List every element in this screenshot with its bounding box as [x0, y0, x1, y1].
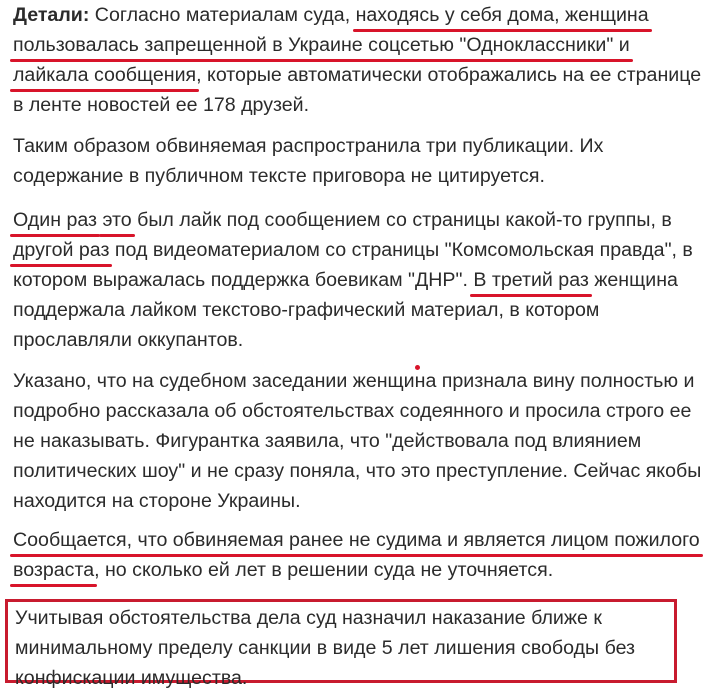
text-line: Таким образом обвиняемая распространила три публикации. Их: [13, 135, 604, 157]
paragraph-court-hearing: [13, 366, 703, 516]
text-fragment: Согласно материалам суда,: [89, 4, 356, 26]
underlined-phrase: это: [102, 205, 131, 235]
text-line: [13, 555, 703, 585]
text-fragment: под видеоматериалом со страницы "Комсомольская правда", в: [109, 239, 693, 261]
text-line: не наказывать. Фигурантка заявила, что "действовала под влиянием: [13, 430, 642, 452]
underlined-phrase: находясь у себя дома, женщина: [356, 0, 649, 30]
text-line: Указано, что на судебном заседании женщина признала вину полностью и: [13, 370, 695, 392]
text-fragment: котором выражалась поддержка боевикам "ДНР".: [13, 269, 474, 291]
text-line: поддержала лайком текстово-графический материал, в котором: [13, 299, 600, 321]
text-line: находится на стороне Украины.: [13, 490, 301, 512]
text-line: [13, 30, 703, 60]
text-fragment: женщина: [588, 269, 678, 291]
text-fragment: , но сколько ей лет в решении суда не уточняется.: [94, 559, 554, 581]
text-fragment: был лайк под сообщением со страницы какой-то группы, в: [131, 209, 672, 231]
text-line: [13, 525, 703, 555]
underlined-phrase: пользовалась запрещенной в Украине соцсетью "Одноклассники" и: [13, 30, 630, 60]
text-line: [13, 265, 703, 295]
text-line: минимальному пределу санкции в виде 5 лет лишения свободы без: [15, 637, 636, 659]
text-line: политических шоу" и не сразу поняла, что это преступление. Сейчас якобы: [13, 460, 702, 482]
text-line: содержание в публичном тексте приговора не цитируется.: [13, 165, 545, 187]
details-label: Детали:: [13, 4, 90, 26]
underlined-phrase: возраста: [13, 555, 94, 585]
underlined-phrase: другой раз: [13, 235, 109, 265]
underlined-phrase: Сообщается, что обвиняемая ранее не судима и является лицом пожилого: [13, 525, 700, 555]
text-line: подробно рассказала об обстоятельствах содеянного и просила строго ее: [13, 400, 692, 422]
paragraph-details: [13, 0, 703, 120]
text-line: конфискации имущества.: [15, 667, 248, 689]
paragraph-age: [13, 525, 703, 585]
text-line: прославляли оккупантов.: [13, 329, 244, 351]
text-line: [13, 0, 703, 30]
highlighted-sentence-box: [5, 599, 677, 689]
text-line: [13, 60, 703, 90]
text-fragment: , которые автоматически отображались на ее странице: [196, 64, 702, 86]
text-line: [13, 205, 703, 235]
text-line: в ленте новостей ее 178 друзей.: [13, 94, 310, 116]
text-line: Учитывая обстоятельства дела суд назначил наказание ближе к: [15, 607, 602, 629]
paragraph-publications: [13, 131, 703, 191]
underlined-phrase: лайкала сообщения: [13, 60, 196, 90]
paragraph-sentence: [15, 603, 705, 693]
text-line: [13, 235, 703, 265]
underlined-phrase: Один раз: [13, 205, 97, 235]
underlined-phrase: В третий раз: [473, 265, 589, 295]
paragraph-likes: [13, 205, 703, 355]
